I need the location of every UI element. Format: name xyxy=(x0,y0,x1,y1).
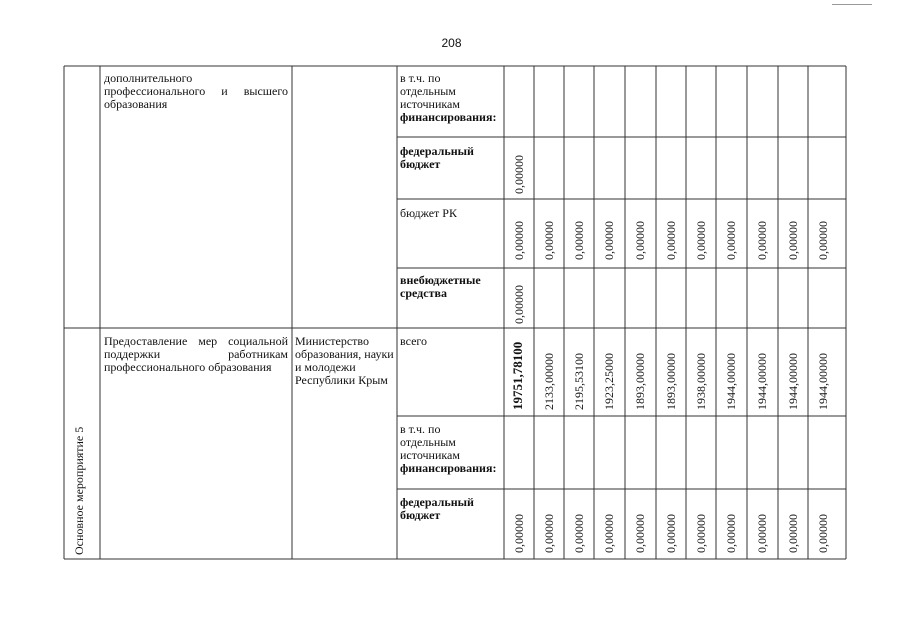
measure-name-cell: Предоставление мер социальной поддержки работникам профессионального образования xyxy=(104,334,288,374)
source-label-cell xyxy=(400,72,500,124)
value-cell: 19751,78100 xyxy=(510,341,525,410)
value-cell: 0,00000 xyxy=(816,514,830,553)
value-cell: 1938,00000 xyxy=(694,353,708,410)
source-label-line: финансирования: xyxy=(400,110,497,124)
value-cell: 1893,00000 xyxy=(633,353,647,410)
value-cell: 0,00000 xyxy=(572,514,586,553)
source-label-cell: бюджет РК xyxy=(400,206,457,220)
value-cell: 0,00000 xyxy=(542,514,556,553)
value-cell: 0,00000 xyxy=(664,514,678,553)
value-cell: 0,00000 xyxy=(786,221,800,260)
source-label-line: отдельным xyxy=(400,435,456,449)
value-cell: 0,00000 xyxy=(602,221,616,260)
value-cell: 1944,00000 xyxy=(816,353,830,410)
value-cell: 0,00000 xyxy=(512,221,526,260)
source-label-line: источникам xyxy=(400,97,460,111)
source-label-line: отдельным xyxy=(400,84,456,98)
value-cell: 0,00000 xyxy=(512,514,526,553)
executor-cell: Министерство образования, науки и молодежи Республики Крым xyxy=(295,334,394,387)
value-cell: 1923,25000 xyxy=(602,353,616,410)
source-label-cell xyxy=(400,423,500,475)
value-cell: 2133,00000 xyxy=(542,353,556,410)
source-label-line: финансирования: xyxy=(400,461,497,475)
value-cell: 0,00000 xyxy=(786,514,800,553)
source-label-line: источникам xyxy=(400,448,460,462)
value-cell: 0,00000 xyxy=(755,221,769,260)
page-number: 208 xyxy=(441,36,462,50)
value-cell: 0,00000 xyxy=(724,514,738,553)
section-label: Основное мероприятие 5 xyxy=(72,426,86,555)
value-cell: 0,00000 xyxy=(664,221,678,260)
value-cell: 0,00000 xyxy=(633,514,647,553)
value-cell: 1893,00000 xyxy=(664,353,678,410)
source-label-cell: внебюджетные средства xyxy=(400,273,481,300)
value-cell: 0,00000 xyxy=(572,221,586,260)
value-cell: 0,00000 xyxy=(816,221,830,260)
value-cell: 1944,00000 xyxy=(786,353,800,410)
value-cell: 0,00000 xyxy=(755,514,769,553)
measure-name-cell: дополнительного профессионального и высшего образования xyxy=(104,71,288,111)
source-label-line-text: в т.ч. по xyxy=(400,71,441,85)
value-cell: 0,00000 xyxy=(694,221,708,260)
value-cell: 1944,00000 xyxy=(724,353,738,410)
source-label-line: в т.ч. по xyxy=(400,422,441,436)
source-label-cell: всего xyxy=(400,334,428,348)
value-cell: 0,00000 xyxy=(633,221,647,260)
value-cell: 2195,53100 xyxy=(572,353,586,410)
value-cell: 0,00000 xyxy=(542,221,556,260)
source-label-cell: федеральный бюджет xyxy=(400,495,474,522)
value-cell: 0,00000 xyxy=(512,285,526,324)
value-cell: 1944,00000 xyxy=(755,353,769,410)
source-label-cell: федеральный бюджет xyxy=(400,144,474,171)
scan-mark xyxy=(832,4,872,5)
value-cell: 0,00000 xyxy=(694,514,708,553)
value-cell: 0,00000 xyxy=(512,155,526,194)
value-cell: 0,00000 xyxy=(724,221,738,260)
value-cell: 0,00000 xyxy=(602,514,616,553)
